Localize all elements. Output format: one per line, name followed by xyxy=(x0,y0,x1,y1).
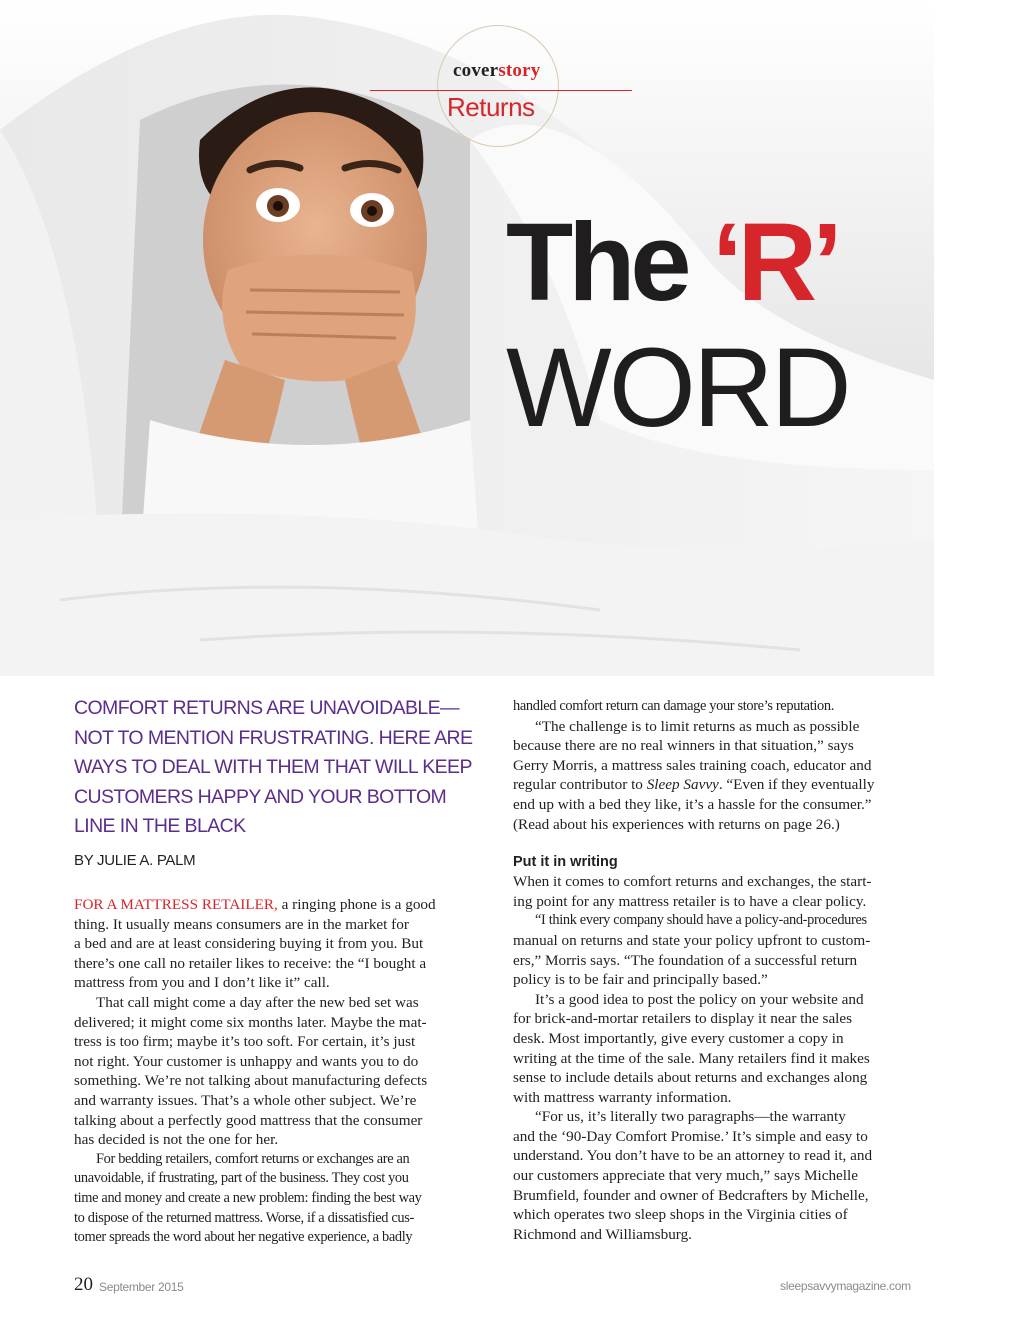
body-line: a bed and are at least considering buying it from you. But xyxy=(74,935,424,953)
body-line: (Read about his experiences with returns on page 26.) xyxy=(513,815,840,833)
body-line: writing at the time of the sale. Many retailers find it makes xyxy=(513,1049,870,1067)
body-line: understand. You don’t have to be an attorney to read it, and xyxy=(513,1147,873,1165)
kicker-cover: cover xyxy=(453,60,499,81)
headline-word: WORD xyxy=(506,325,849,450)
body-line: policy is to be fair and principally based.” xyxy=(513,971,768,989)
body-line: not right. Your customer is unhappy and wants you to do xyxy=(74,1052,419,1070)
body-line: mattress from you and I don’t like it” call. xyxy=(74,974,330,992)
body-line: ers,” Morris says. “The foundation of a successful return xyxy=(513,951,858,969)
kicker-story: story xyxy=(498,60,541,81)
section-badge-circle xyxy=(437,25,559,147)
body-line: talking about a perfectly good mattress that the consumer xyxy=(74,1111,423,1129)
body-line: Richmond and Williamsburg. xyxy=(513,1225,692,1243)
issue-date: September 2015 xyxy=(99,1280,184,1294)
byline: BY JULIE A. PALM xyxy=(74,852,196,869)
deck-line: CUSTOMERS HAPPY AND YOUR BOTTOM xyxy=(74,785,447,808)
deck-line: NOT TO MENTION FRUSTRATING. HERE ARE xyxy=(74,726,473,749)
body-line: handled comfort return can damage your store’s reputation. xyxy=(513,698,834,714)
body-line: “For us, it’s literally two paragraphs—the warranty xyxy=(535,1108,846,1126)
body-line: tress is too firm; maybe it’s too soft. For certain, it’s just xyxy=(74,1033,416,1051)
page-number: 20 xyxy=(74,1274,93,1295)
body-line: and the ‘90-Day Comfort Promise.’ It’s simple and easy to xyxy=(513,1127,868,1145)
headline-the: The xyxy=(506,201,713,324)
body-line: tomer spreads the word about her negative experience, a badly xyxy=(74,1229,413,1246)
body-line: with mattress warranty information. xyxy=(513,1088,732,1106)
body-line: sense to include details about returns and exchanges along xyxy=(513,1069,868,1087)
body-line: our customers appreciate that very much,” says Michelle xyxy=(513,1167,858,1185)
section-kicker xyxy=(453,60,540,82)
body-line: because there are no real winners in that situation,” says xyxy=(513,737,854,755)
subhead: Put it in writing xyxy=(513,854,618,871)
headline-r: ‘R’ xyxy=(712,201,838,324)
body-line: and warranty issues. That’s a whole other subject. We’re xyxy=(74,1091,417,1109)
body-line: That call might come a day after the new bed set was xyxy=(96,993,419,1011)
body-column-left xyxy=(74,895,494,1248)
body-line xyxy=(513,775,933,795)
body-line: “The challenge is to limit returns as much as possible xyxy=(535,717,860,735)
section-badge-rule xyxy=(370,90,632,91)
body-column-right xyxy=(513,697,933,1244)
body-line: for brick-and-mortar retailers to display it near the sales xyxy=(513,1010,853,1028)
body-line: “I think every company should have a policy-and-procedures xyxy=(535,912,867,929)
body-line: ing point for any mattress retailer is to have a clear policy. xyxy=(513,892,867,910)
deck-line: WAYS TO DEAL WITH THEM THAT WILL KEEP xyxy=(74,756,472,778)
body-line: Brumfield, founder and owner of Bedcrafters by Michelle, xyxy=(513,1186,869,1204)
body-line: When it comes to comfort returns and exchanges, the start- xyxy=(513,873,872,891)
body-line: delivered; it might come six months later. Maybe the mat- xyxy=(74,1013,427,1031)
body-line: end up with a bed they like, it’s a hassle for the consumer.” xyxy=(513,795,872,813)
body-text: . “Even if they eventually xyxy=(718,776,875,794)
headline-line-1 xyxy=(506,201,838,324)
body-line xyxy=(74,895,494,915)
body-line: something. We’re not talking about manufacturing defects xyxy=(74,1072,428,1090)
article-deck xyxy=(74,694,504,842)
body-line: manual on returns and state your policy upfront to custom- xyxy=(513,931,871,949)
body-line: It’s a good idea to post the policy on your website and xyxy=(535,990,864,1008)
body-line: For bedding retailers, comfort returns or exchanges are an xyxy=(96,1150,410,1167)
body-line: unavoidable, if frustrating, part of the business. They cost you xyxy=(74,1170,409,1187)
website-url: sleepsavvymagazine.com xyxy=(780,1279,911,1293)
page-margin xyxy=(934,0,1024,676)
body-text: a ringing phone is a good xyxy=(277,896,436,913)
body-line: there’s one call no retailer likes to receive: the “I bought a xyxy=(74,954,427,972)
body-line: time and money and create a new problem: finding the best way xyxy=(74,1189,422,1206)
body-text: regular contributor to xyxy=(513,776,647,794)
body-line: has decided is not the one for her. xyxy=(74,1131,279,1149)
body-line: thing. It usually means consumers are in the market for xyxy=(74,915,409,933)
body-line: Gerry Morris, a mattress sales training coach, educator and xyxy=(513,756,872,774)
publication-name: Sleep Savvy xyxy=(646,776,719,794)
lead-in: FOR A MATTRESS RETAILER, xyxy=(74,896,278,913)
deck-line: LINE IN THE BLACK xyxy=(74,815,246,837)
body-line: desk. Most importantly, give every customer a copy in xyxy=(513,1029,844,1047)
section-name: Returns xyxy=(447,92,535,122)
body-line: to dispose of the returned mattress. Worse, if a dissatisfied cus- xyxy=(74,1209,414,1226)
body-line: which operates two sleep shops in the Virginia cities of xyxy=(513,1206,848,1224)
deck-line: COMFORT RETURNS ARE UNAVOIDABLE— xyxy=(74,697,459,719)
